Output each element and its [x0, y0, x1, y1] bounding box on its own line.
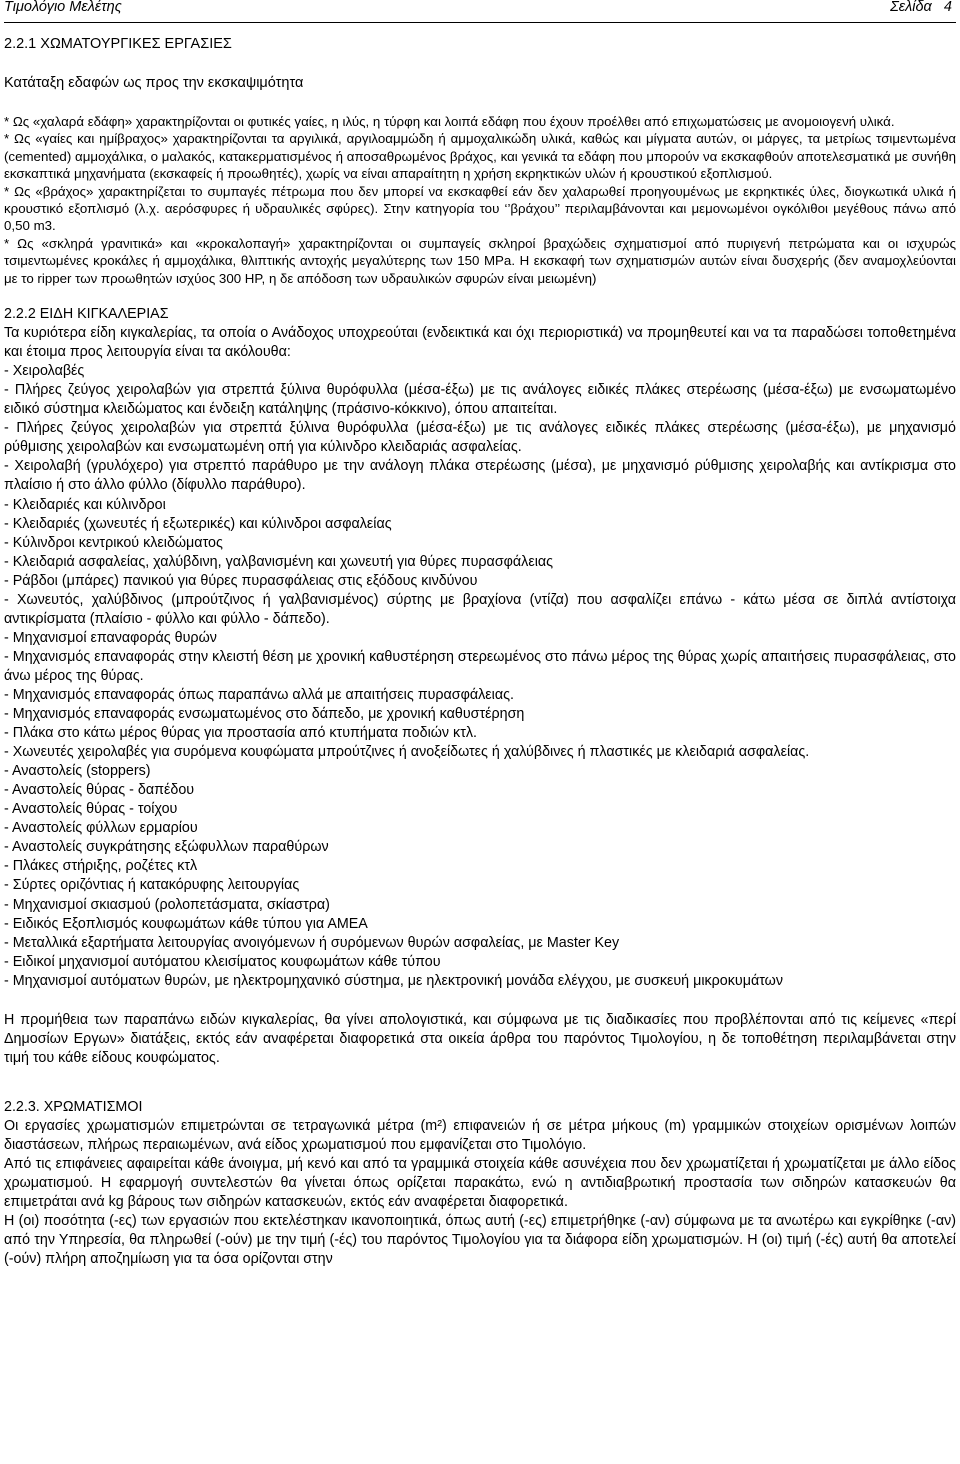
section-heading-earthworks: 2.2.1 ΧΩΜΑΤΟΥΡΓΙΚΕΣ ΕΡΓΑΣΙΕΣ — [4, 36, 232, 52]
list-item: - Χωνευτός, χαλύβδινος (μπρούτζινος ή γαλβανισμένος) σύρτης με βραχίονα (ντίζα) που ασφαλίζει επάνω - κάτω μέσα σε διπλά αντίστοιχα αντικρίσματα (πλαίσιο - φύλλο και φύλλο - δάπεδο). — [4, 591, 956, 627]
list-item: - Αναστολείς συγκράτησης εξώφυλλων παραθύρων — [4, 839, 329, 856]
list-item: - Μηχανισμός επαναφοράς όπως παραπάνω αλλά με απαιτήσεις πυρασφάλειας. — [4, 687, 514, 703]
paragraph: Η (οι) ποσότητα (-ες) των εργασιών που εκτελέστηκαν ικανοποιητικά, όπως αυτή (-ες) επιμετρήθηκε (-αν) σύμφωνα με τα ανωτέρω και εγκρίθηκε (-αν) από την Υπηρεσία, θα πληρωθεί (-ούν) με την τιμή (-ές) του παρόντος Τιμολογίου για τα διάφορα είδη χρωματισμών. Η (οι) τιμή (-ές) αυτή θα αποτελεί (-ούν) πλήρη αποζημίωση για τα όσα ορίζονται στην — [4, 1213, 956, 1268]
document-title: Τιμολόγιο Μελέτης — [4, 0, 122, 15]
list-item: - Πλάκα στο κάτω μέρος θύρας για προστασία από κτυπήματα ποδιών κτλ. — [4, 725, 477, 742]
paragraph: * Ως «γαίες και ημίβραχος» χαρακτηρίζονται τα αργιλικά, αργιλοαμμώδη ή αμμοχαλικώδη υλικά, καθώς και μίγματα αυτών, οι μάργες, τα μετρίως τσιμεντωμένα (cemented) αμμοχάλικα, ο μαλακός, κατακερματισμένος ή αποσαθρωμένος βράχος, και γενικά τα εδάφη που μπορούν να εκσκαφθούν αποτελεσματικά με συνήθη εκσκαπτικά μηχανήματα (εκσκαφείς ή προωθητές), χωρίς να είναι απαραίτητη η χρήση εκρηκτικών υλών ή κρουστικού εξοπλισμού. — [4, 131, 956, 182]
paragraph: Από τις επιφάνειες αφαιρείται κάθε άνοιγμα, μή κενό και από τα γραμμικά στοιχεία κάθε ασυνέχεια που δεν χρωματίζεται ή χρωματίζεται με άλλο είδος χρωματισμού. Η εφαρμογή συντελεστών θα γίνεται όπως ορίζεται παρακάτω, ενώ η αντιδιαβρωτική προστασία των σιδηρών κατασκευών θα επιμετράται ανά kg βάρους των σιδηρών κατασκευών, εκτός εάν αναφέρεται διαφορετικά. — [4, 1156, 956, 1211]
paragraph: Η προμήθεια των παραπάνω ειδών κιγκαλερίας, θα γίνει απολογιστικά, και σύμφωνα με τις διαδικασίες που προβλέπονται από τις κείμενες «περί Δημοσίων Εργων» διατάξεις, εκτός εάν αναφέρεται διαφορετικά στα οικεία άρθρα του παρόντος Τιμολογίου, η δε τοποθέτηση περιλαμβάνεται στην τιμή του κάθε είδους κουφώματος. — [4, 1011, 956, 1066]
list-item: - Πλήρες ζεύγος χειρολαβών για στρεπτά ξύλινα θυρόφυλλα (μέσα-έξω) με τις ανάλογες ειδικές πλάκες στερέωσης (μέσα-έξω), με μηχανισμό ρύθμισης χειρολαβών και ενσωματωμένη οπή για κύλινδρο κλειδαριάς ασφαλείας. — [4, 420, 956, 456]
paragraph: Οι εργασίες χρωματισμών επιμετρώνται σε τετραγωνικά μέτρα (m²) επιφανειών ή σε μέτρα μήκους (m) γραμμικών στοιχείων ορισμένων λοιπών διαστάσεων, πλήρως περαιωμένων, ανά είδος χρωματισμού που εμφανίζεται στο Τιμολόγιο. — [4, 1117, 956, 1153]
list-item: - Μηχανισμός επαναφοράς ενσωματωμένος στο δάπεδο, με χρονική καθυστέρηση — [4, 706, 525, 723]
list-item: - Αναστολείς θύρας - τοίχου — [4, 801, 178, 818]
page-number: 4 — [943, 0, 952, 15]
paragraph: Τα κυριότερα είδη κιγκαλερίας, τα οποία ο Ανάδοχος υποχρεούται (ενδεικτικά και όχι περιοριστικά) να προμηθευτεί και να τα παραδώσει τοποθετημένα και έτοιμα προς λειτουργία είναι τα ακόλουθα: — [4, 325, 956, 361]
paragraph: * Ως «χαλαρά εδάφη» χαρακτηρίζονται οι φυτικές γαίες, η ιλύς, η τύρφη και λοιπά εδάφη που έχουν προέλθει από επιχωματώσεις με ανομοιογενή υλικά. — [4, 114, 895, 129]
list-item: - Σύρτες οριζόντιας ή κατακόρυφης λειτουργίας — [4, 877, 300, 894]
list-item: - Ράβδοι (μπάρες) πανικού για θύρες πυρασφάλειας στις εξόδους κινδύνου — [4, 572, 478, 589]
list-item: - Κύλινδροι κεντρικού κλειδώματος — [4, 534, 223, 551]
paragraph: * Ως «σκληρά γρανιτικά» και «κροκαλοπαγή» χαρακτηρίζονται οι συμπαγείς σκληροί βραχώδεις σχηματισμοί από πυριγενή πετρώματα και οι ισχυρώς τσιμεντωμένες κροκάλες ή αμμοχάλικα, θλιπτικής αντοχής μεγαλύτερης των 150 MPa. Η εκσκαφή των σχηματισμών αυτών είναι δυσχερής (δεν αναμοχλεύονται με το ripper των προωθητών ισχύος 300 HP, η δε απόδοση των υδραυλικών σφυρών είναι μειωμένη) — [4, 235, 956, 286]
list-item: - Αναστολείς (stoppers) — [4, 763, 151, 780]
list-item: - Κλειδαριές και κύλινδροι — [4, 496, 166, 513]
list-item: - Πλάκες στήριξης, ροζέτες κτλ — [4, 858, 198, 875]
list-item: - Μηχανισμοί σκιασμού (ρολοπετάσματα, σκίαστρα) — [4, 896, 330, 913]
list-item: - Μεταλλικά εξαρτήματα λειτουργίας ανοιγόμενων ή συρόμενων θυρών ασφαλείας, με Master Key — [4, 934, 620, 951]
list-item: - Μηχανισμοί επαναφοράς θυρών — [4, 629, 217, 646]
list-item: - Αναστολείς θύρας - δαπέδου — [4, 782, 195, 799]
page-indicator — [890, 0, 952, 14]
spacer — [4, 1068, 956, 1098]
list-item: - Κλειδαριά ασφαλείας, χαλύβδινη, γαλβανισμένη και χωνευτή για θύρες πυρασφάλειας — [4, 553, 554, 570]
page-header — [4, 0, 956, 23]
list-item: - Χειρολαβή (γρυλόχερο) για στρεπτό παράθυρο με την ανάλογη πλάκα στερέωσης (μέσα), με μηχανισμό ρύθμισης χειρολαβής και αντίκρισμα στο πλαίσιο ή στο άλλο φύλλο (δίφυλλο παράθυρο). — [4, 458, 956, 494]
list-item: - Ειδικός Εξοπλισμός κουφωμάτων κάθε τύπου για ΑΜΕΑ — [4, 915, 368, 932]
list-item: - Ειδικοί μηχανισμοί αυτόματου κλεισίματος κουφωμάτων κάθε τύπου — [4, 953, 441, 970]
list-item: - Κλειδαριές (χωνευτές ή εξωτερικές) και κύλινδροι ασφαλείας — [4, 515, 392, 532]
list-item: - Μηχανισμός επαναφοράς στην κλειστή θέση με χρονική καθυστέρηση στερεωμένος στο πάνω μέρος της θύρας χωρίς απαιτήσεις πυρασφάλειας, στο άνω μέρος της θύρας. — [4, 648, 956, 684]
spacer — [4, 991, 956, 1011]
earthworks-body — [4, 113, 956, 287]
list-item: - Μηχανισμοί αυτόματων θυρών, με ηλεκτρομηχανικό σύστημα, με ηλεκτρονική μονάδα ελέγχου, με συσκευή μικροκυμάτων — [4, 972, 783, 989]
ironmongery-section — [4, 305, 956, 1068]
subheading-excavability: Κατάταξη εδαφών ως προς την εκσκαψιμότητα — [4, 75, 304, 91]
section-heading-ironmongery: 2.2.2 ΕΙΔΗ ΚΙΓΚΑΛΕΡΙΑΣ — [4, 306, 169, 323]
section-heading-painting: 2.2.3. ΧΡΩΜΑΤΙΣΜΟΙ — [4, 1098, 143, 1115]
paragraph: * Ως «βράχος» χαρακτηρίζεται το συμπαγές πέτρωμα που δεν μπορεί να εκσκαφθεί εάν δεν χαλαρωθεί προηγουμένως με εκρηκτικές ύλες, διογκωτικά υλικά ή κρουστικό εξοπλισμό (λ.χ. αερόσφυρες ή υδραυλικές σφύρες). Στην κατηγορία του ‘’βράχου’’ περιλαμβάνονται και μεμονωμένοι ογκόλιθοι μεγέθους πάνω από 0,50 m3. — [4, 183, 956, 234]
painting-section — [4, 1098, 956, 1269]
list-item: - Αναστολείς φύλλων ερμαρίου — [4, 820, 198, 837]
list-item: - Πλήρες ζεύγος χειρολαβών για στρεπτά ξύλινα θυρόφυλλα (μέσα-έξω) με τις ανάλογες ειδικές πλάκες στερέωσης (μέσα-έξω) με ενσωματωμένο ειδικό σύστημα κλειδώματος και ένδειξη κατάληψης (πράσινο-κόκκινο), όπου απαιτείται. — [4, 382, 956, 418]
list-item: - Χωνευτές χειρολαβές για συρόμενα κουφώματα μπρούτζινες ή ανοξείδωτες ή χαλύβδινες ή πλαστικές με κλειδαριά ασφαλείας. — [4, 744, 810, 761]
list-item: - Χειρολαβές — [4, 363, 85, 380]
page-label: Σελίδα — [890, 0, 932, 15]
